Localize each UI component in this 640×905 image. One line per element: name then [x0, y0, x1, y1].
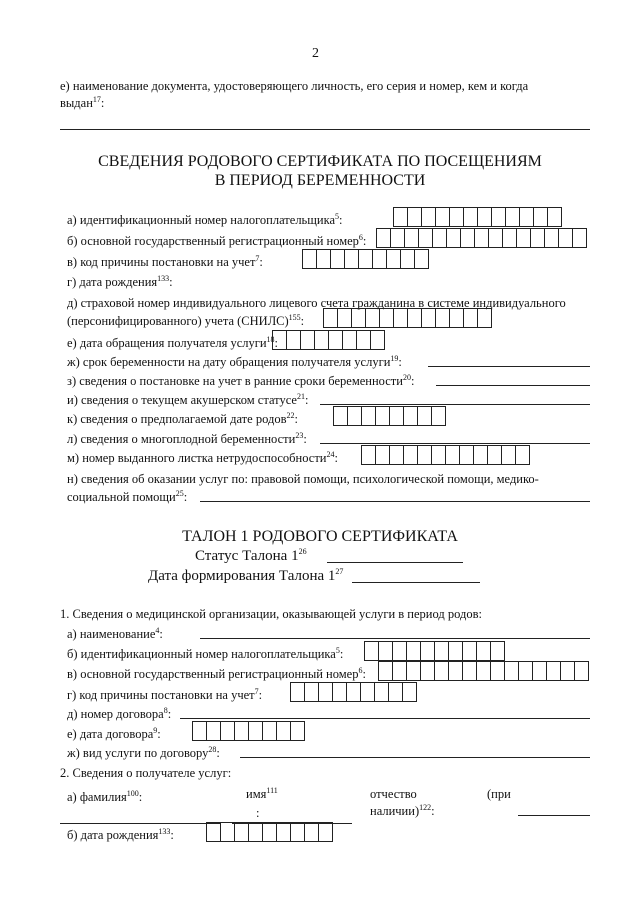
- patronymic-line[interactable]: [518, 815, 590, 816]
- group2-heading: 2. Сведения о получателе услуг:: [60, 766, 232, 780]
- patronymic-note-1: (при: [487, 787, 511, 801]
- org-kpp: г) код причины постановки на учет$^7$:: [67, 686, 263, 702]
- field-visit-date: е) дата обращения получателя услуги$^{18}$:: [67, 334, 279, 350]
- contract-date-cells[interactable]: [192, 721, 305, 741]
- surname-line[interactable]: [60, 823, 220, 824]
- field-pregnancy-term: ж) срок беременности на дату обращения получателя услуги$^{19}$:: [67, 353, 402, 369]
- recipient-birth-date-cells[interactable]: [206, 822, 333, 842]
- org-name: а) наименование$^4$:: [67, 625, 163, 641]
- org-ogrn: в) основной государственный регистрационный номер$^6$:: [67, 665, 366, 681]
- contract-date: е) дата договора$^9$:: [67, 725, 161, 741]
- pregnancy-term-line[interactable]: [428, 366, 590, 367]
- org-kpp-cells[interactable]: [290, 682, 417, 702]
- service-type-line[interactable]: [240, 757, 590, 758]
- services-line[interactable]: [200, 501, 590, 502]
- page-number: 2: [312, 46, 319, 61]
- field-services-line-2: социальной помощи$^{25}$:: [67, 488, 188, 504]
- contract-number-line[interactable]: [180, 718, 590, 719]
- obstetric-status-line[interactable]: [320, 404, 590, 405]
- field-kpp: в) код причины постановки на учет$^7$:: [67, 253, 263, 269]
- field-inn: а) идентификационный номер налогоплательщика$^5$:: [67, 211, 343, 227]
- group1-heading: 1. Сведения о медицинской организации, оказывающей услуги в период родов:: [60, 607, 482, 621]
- name-label: имя$^{111}$: [246, 785, 278, 801]
- recipient-birth-date: б) дата рождения$^{133}$:: [67, 826, 174, 842]
- multiple-pregnancy-line[interactable]: [320, 443, 590, 444]
- field-ogrn: б) основной государственный регистрационный номер$^6$:: [67, 232, 367, 248]
- field-early-registration: з) сведения о постановке на учет в ранние сроки беременности$^{20}$:: [67, 372, 415, 388]
- talon-date-line[interactable]: [352, 582, 480, 583]
- field-services-line-1: н) сведения об оказании услуг по: правовой помощи, психологической помощи, медико-: [67, 472, 539, 486]
- patronymic-note-2: наличии)$^{122}$:: [370, 802, 435, 818]
- talon-date-label: Дата формирования Талона $1^{27}$: [148, 567, 344, 584]
- field-snils-line-2: (персонифицированного) учета (СНИЛС)$^{155}$:: [67, 312, 305, 328]
- field-due-date: к) сведения о предполагаемой дате родов$^{22}$:: [67, 410, 298, 426]
- field-snils-line-1: д) страховой номер индивидуального лицевого счета гражданина в системе индивидуального: [67, 296, 566, 310]
- org-inn-cells[interactable]: [364, 641, 505, 661]
- inn-cells[interactable]: [393, 207, 562, 227]
- intro-line-2: выдан$^{17}$:: [60, 94, 105, 110]
- snils-cells[interactable]: [323, 308, 492, 328]
- section2-title: ТАЛОН 1 РОДОВОГО СЕРТИФИКАТА: [182, 528, 458, 545]
- early-registration-line[interactable]: [436, 385, 590, 386]
- name-colon: :: [256, 806, 260, 820]
- status-line[interactable]: [327, 562, 463, 563]
- surname-label: а) фамилия$^{100}$:: [67, 788, 143, 804]
- section1-title-line-2: В ПЕРИОД БЕРЕМЕННОСТИ: [214, 172, 426, 189]
- status-label: Статус Талона $1^{26}$: [195, 547, 307, 564]
- section1-title-line-1: СВЕДЕНИЯ РОДОВОГО СЕРТИФИКАТА ПО ПОСЕЩЕНИЯМ: [98, 153, 542, 170]
- visit-date-cells[interactable]: [272, 330, 385, 350]
- patronymic-label: отчество: [370, 787, 417, 801]
- field-birth-date: г) дата рождения$^{133}$:: [67, 273, 173, 289]
- ogrn-cells[interactable]: [376, 228, 587, 248]
- org-inn: б) идентификационный номер налогоплательщика$^5$:: [67, 645, 344, 661]
- intro-answer-line[interactable]: [60, 129, 590, 130]
- due-date-cells[interactable]: [333, 406, 446, 426]
- field-sick-leave: м) номер выданного листка нетрудоспособности$^{24}$:: [67, 449, 338, 465]
- intro-line-1: е) наименование документа, удостоверяющего личность, его серия и номер, кем и когда: [60, 79, 529, 93]
- field-obstetric-status: и) сведения о текущем акушерском статусе$^{21}$:: [67, 391, 309, 407]
- org-name-line[interactable]: [200, 638, 590, 639]
- field-multiple-pregnancy: л) сведения о многоплодной беременности$^{23}$:: [67, 430, 307, 446]
- sick-leave-cells[interactable]: [361, 445, 530, 465]
- service-type: ж) вид услуги по договору$^{28}$:: [67, 744, 220, 760]
- kpp-cells[interactable]: [302, 249, 429, 269]
- org-ogrn-cells[interactable]: [378, 661, 589, 681]
- contract-number: д) номер договора$^8$:: [67, 705, 172, 721]
